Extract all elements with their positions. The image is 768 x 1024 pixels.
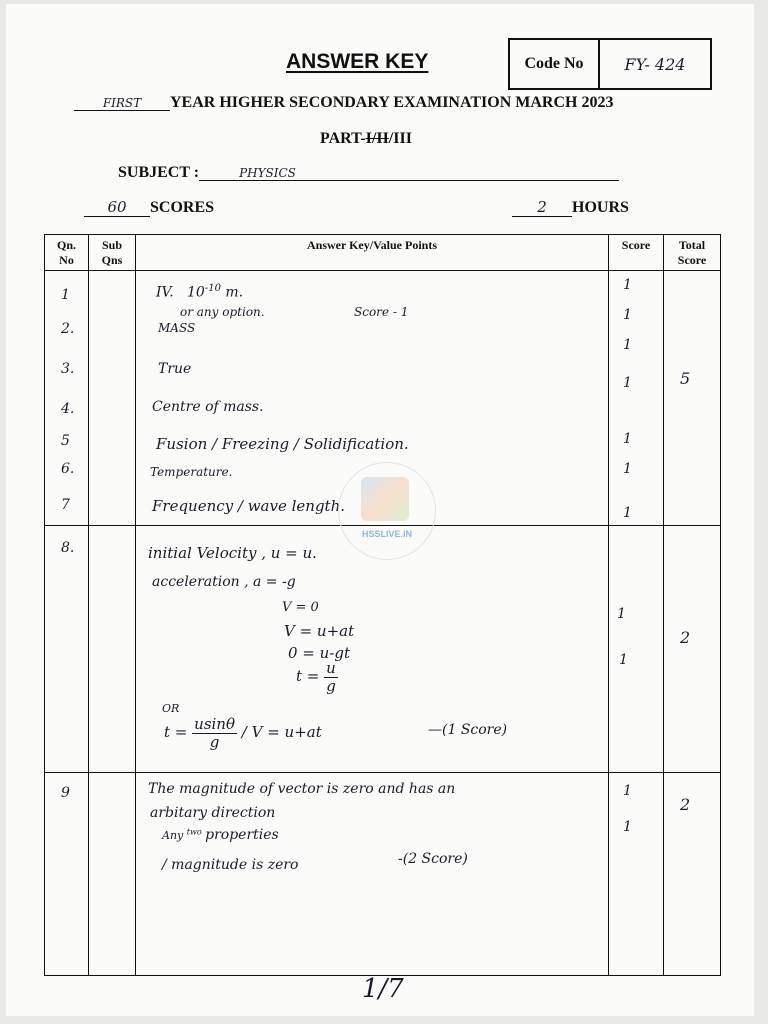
answer-7: Frequency / wave length.: [152, 497, 346, 515]
score-1: 1: [623, 277, 632, 293]
header-score: Score: [609, 235, 664, 271]
answer-9-line-2: arbitary direction: [150, 805, 276, 821]
score-8b: 1: [619, 652, 628, 668]
scores-field: 60: [84, 198, 150, 217]
hours-label: HOURS: [572, 199, 629, 216]
qn-4: 4.: [61, 401, 75, 417]
qn-cell: [45, 773, 88, 975]
year-field: FIRST: [74, 96, 170, 111]
answer-8-line-3: V = 0: [282, 600, 319, 615]
answer-8-line-2: acceleration , a = -g: [152, 574, 296, 590]
answer-9-line-1: The magnitude of vector is zero and has an: [148, 781, 456, 797]
code-value: FY- 424: [624, 54, 686, 74]
total-cell: [664, 526, 720, 772]
score-7: 1: [623, 505, 632, 521]
exam-title: YEAR HIGHER SECONDARY EXAMINATION MARCH 2023: [170, 94, 614, 111]
header-answer: Answer Key/Value Points: [136, 235, 609, 271]
sub-cell: [89, 271, 135, 525]
part-suffix: /III: [388, 130, 412, 147]
table-row: [45, 526, 721, 773]
qn-cell: [45, 271, 88, 525]
answer-key-table: [44, 234, 721, 976]
answer-8-line-6: t = $\frac{u}{g}$: [296, 659, 336, 695]
scores-label: SCORES: [150, 199, 215, 216]
answer-8-score-note: —(1 Score): [428, 722, 508, 738]
score-6: 1: [623, 461, 632, 477]
answer-8-line-7: t = $\frac{usin\theta}{g}$ / V = u+at: [164, 715, 322, 751]
sub-cell: [89, 526, 135, 772]
subject-field: PHYSICS: [199, 166, 619, 181]
qn-6: 6.: [61, 461, 75, 477]
answer-1-score-note: Score - 1: [354, 305, 409, 319]
table-row: [45, 773, 721, 976]
hours-line: [512, 198, 629, 217]
part-prefix: PART-: [320, 130, 366, 147]
answer-9-line-4: / magnitude is zero: [162, 857, 299, 873]
page-title: ANSWER KEY: [286, 50, 429, 73]
answer-cell: [136, 526, 608, 772]
answer-4: Centre of mass.: [152, 399, 264, 415]
part-line: [320, 130, 412, 148]
score-cell: [609, 773, 663, 975]
total-block-2: 2: [680, 628, 691, 647]
subject-label: SUBJECT :: [118, 164, 200, 181]
answer-3: True: [158, 361, 192, 377]
exam-line: [74, 94, 613, 112]
answer-8-line-1: initial Velocity , u = u.: [148, 544, 317, 562]
score-cell: [609, 526, 663, 772]
qn-5: 5: [61, 433, 70, 449]
answer-1: IV. $10^{-10}$ m.: [156, 283, 244, 301]
answer-5: Fusion / Freezing / Solidification.: [156, 435, 409, 453]
answer-1-note: or any option.: [180, 305, 265, 319]
score-5: 1: [623, 431, 632, 447]
answer-8-line-4: V = u+at: [284, 622, 355, 640]
subject-line: [118, 164, 619, 182]
code-label: Code No: [510, 40, 600, 88]
score-9b: 1: [623, 819, 632, 835]
qn-9: 9: [61, 785, 70, 801]
hours-field: 2: [512, 198, 572, 217]
header-total: Total Score: [664, 235, 721, 271]
answer-8-or: OR: [162, 702, 180, 715]
score-3: 1: [623, 337, 632, 353]
answer-cell: [136, 773, 608, 975]
score-2: 1: [623, 307, 632, 323]
answer-6: Temperature.: [150, 465, 233, 479]
total-block-3: 2: [680, 795, 691, 814]
answer-9-score-note: -(2 Score): [398, 851, 468, 867]
score-4: 1: [623, 375, 632, 391]
answer-2: MASS: [158, 321, 196, 335]
score-cell: [609, 271, 663, 525]
score-9a: 1: [623, 783, 632, 799]
total-cell: [664, 271, 720, 525]
table-header-row: [45, 235, 721, 271]
part-struck: I/II: [365, 130, 389, 147]
total-cell: [664, 773, 720, 975]
answer-9-line-3: Any $^{two}$ properties: [162, 827, 279, 843]
code-box: [508, 38, 712, 90]
qn-3: 3.: [61, 361, 75, 377]
sub-cell: [89, 773, 135, 975]
page-number: 1/7: [362, 974, 404, 1004]
qn-8: 8.: [61, 540, 75, 556]
qn-cell: [45, 526, 88, 772]
total-block-1: 5: [680, 369, 691, 388]
hsslive-logo-icon: [361, 477, 409, 521]
qn-1: 1: [61, 287, 70, 303]
header-sub: Sub Qns: [89, 235, 136, 271]
scores-line: [84, 198, 214, 217]
qn-2: 2.: [61, 321, 75, 337]
header-qn: Qn. No: [45, 235, 89, 271]
watermark-logo: [338, 462, 436, 560]
answer-8-line-5: 0 = u-gt: [288, 644, 351, 662]
score-8a: 1: [617, 606, 626, 622]
watermark-text: HSSLIVE.IN: [361, 529, 412, 539]
qn-7: 7: [61, 497, 70, 513]
